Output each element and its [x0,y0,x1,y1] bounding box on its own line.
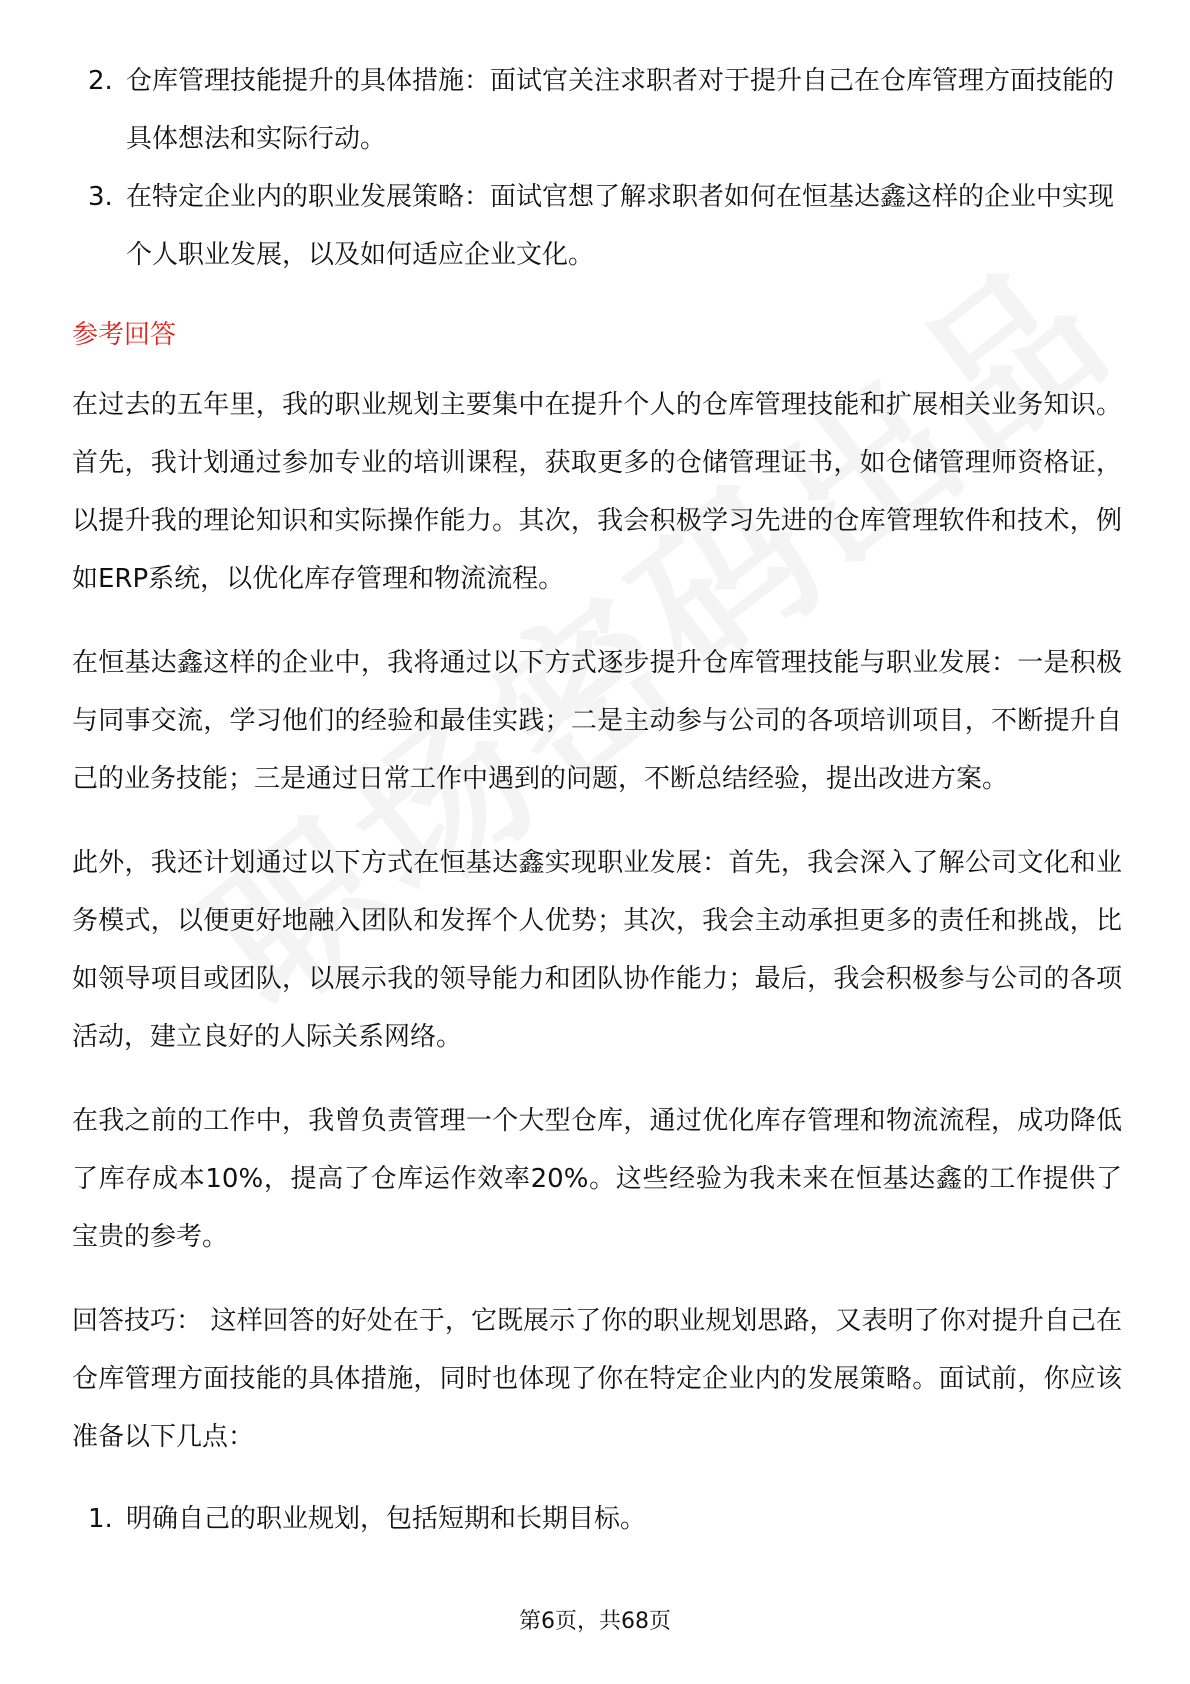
paragraph: 在我之前的工作中，我曾负责管理一个大型仓库，通过优化库存管理和物流流程，成功降低了库存成本10%，提高了仓库运作效率20%。这些经验为我未来在恒基达鑫的工作提供了宝贵的参考。 [72,1106,1122,1252]
answer-tips-paragraph: 回答技巧： 这样回答的好处在于，它既展示了你的职业规划思路，又表明了你对提升自己在仓库管理方面技能的具体措施，同时也体现了你在特定企业内的发展策略。面试前，你应该准备以下几点： [72,1306,1122,1452]
list-item-text: 仓库管理技能提升的具体措施：面试官关注求职者对于提升自己在仓库管理方面技能的具体想法和实际行动。 [126,66,1115,154]
paragraph: 在过去的五年里，我的职业规划主要集中在提升个人的仓库管理技能和扩展相关业务知识。首先，我计划通过参加专业的培训课程，获取更多的仓储管理证书，如仓储管理师资格证，以提升我的理论知识和实际操作能力。其次，我会积极学习先进的仓库管理软件和技术，例如ERP系统，以优化库存管理和物流流程。 [72,390,1122,594]
list-item-text: 明确自己的职业规划，包括短期和长期目标。 [126,1504,647,1534]
section-title: 参考回答 [72,320,177,350]
list-number: 2. [88,66,113,96]
list-number: 3. [88,182,113,212]
list-item [72,168,1122,284]
list-number: 1. [88,1504,113,1534]
page-footer: 第6页，共68页 [519,1609,671,1634]
paragraph: 此外，我还计划通过以下方式在恒基达鑫实现职业发展：首先，我会深入了解公司文化和业务模式，以便更好地融入团队和发挥个人优势；其次，我会主动承担更多的责任和挑战，比如领导项目或团队，以展示我的领导能力和团队协作能力；最后，我会积极参与公司的各项活动，建立良好的人际关系网络。 [72,848,1122,1052]
document-page [72,52,1122,1548]
list-item [72,52,1122,168]
list-item [72,1490,1122,1548]
paragraph: 在恒基达鑫这样的企业中，我将通过以下方式逐步提升仓库管理技能与职业发展：一是积极与同事交流，学习他们的经验和最佳实践；二是主动参与公司的各项培训项目，不断提升自己的业务技能；三是通过日常工作中遇到的问题，不断总结经验，提出改进方案。 [72,648,1122,794]
list-item-text: 在特定企业内的职业发展策略：面试官想了解求职者如何在恒基达鑫这样的企业中实现个人职业发展，以及如何适应企业文化。 [126,182,1115,270]
